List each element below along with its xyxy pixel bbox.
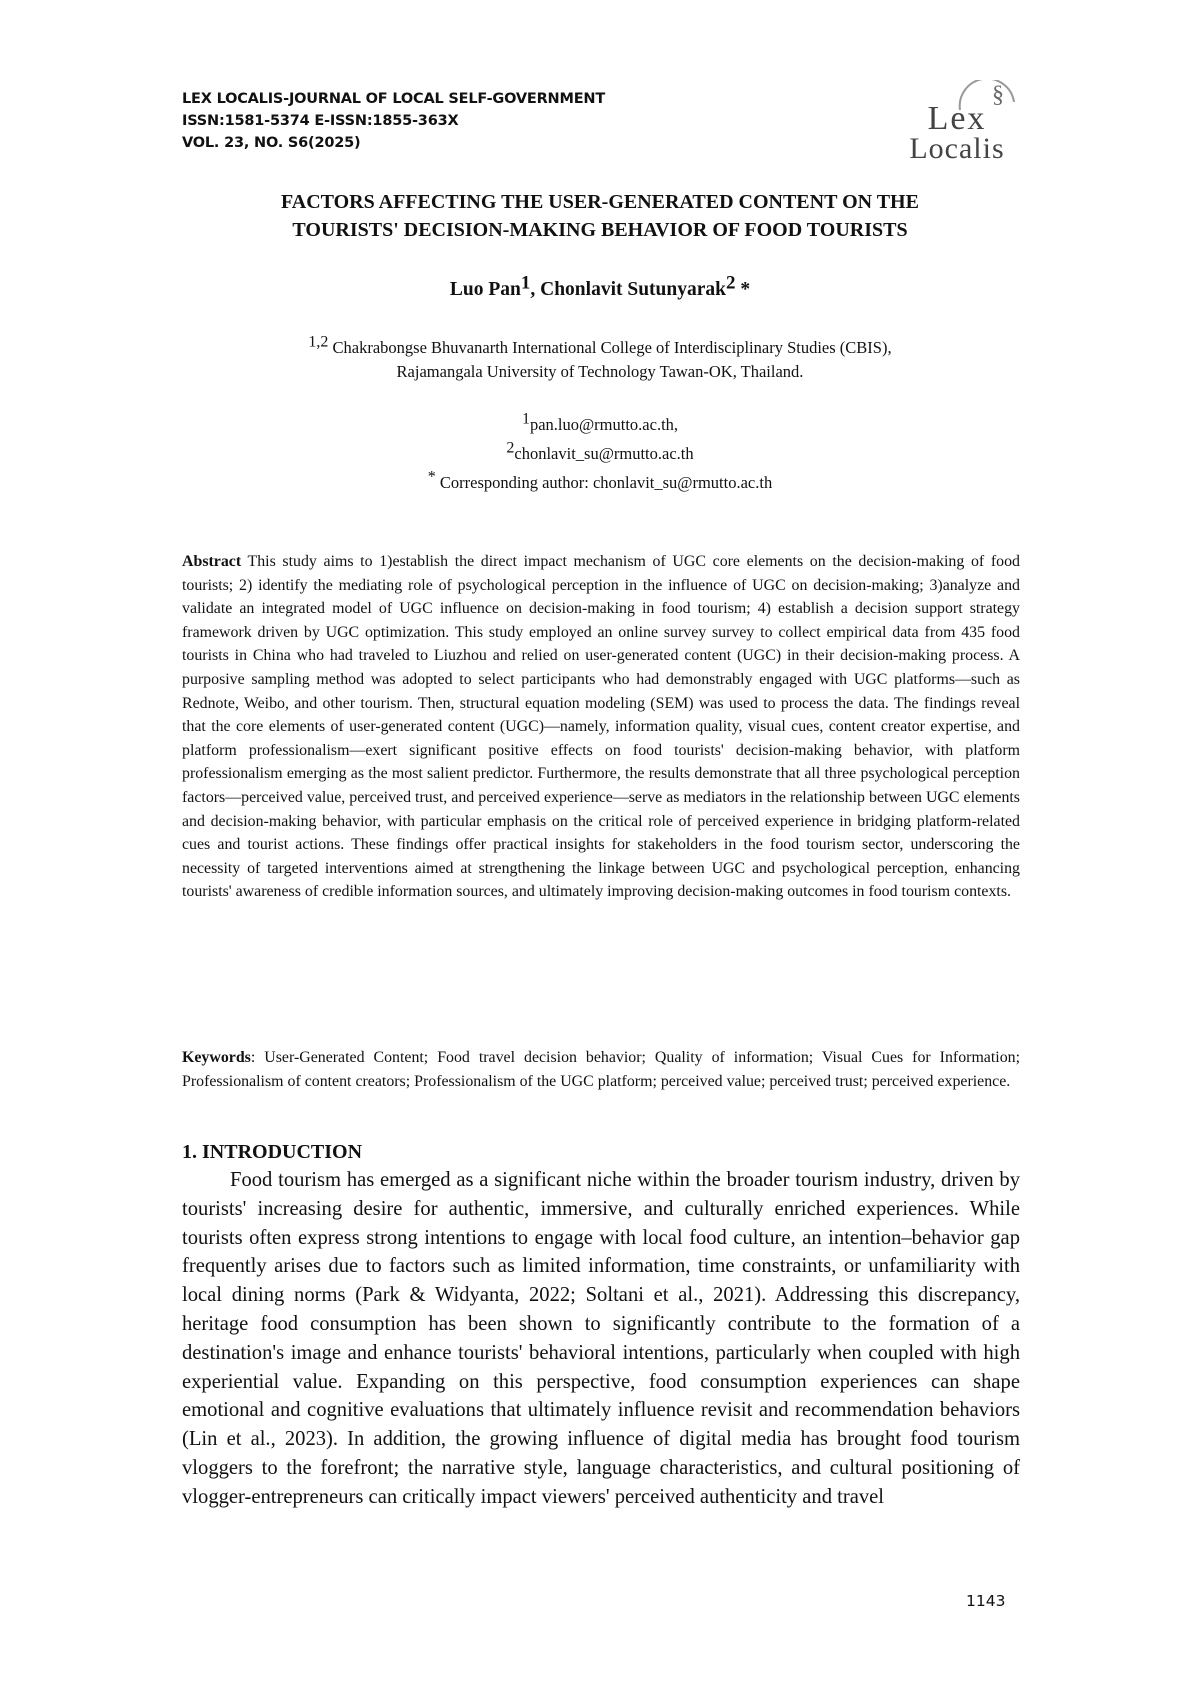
lex-localis-logo [892, 80, 1022, 172]
author-name: Chonlavit Sutunyarak [540, 279, 726, 300]
abstract [182, 550, 1020, 904]
abstract-label: Abstract [182, 553, 242, 570]
journal-volume: VOL. 23, NO. S6(2025) [182, 135, 361, 151]
corresponding-author-text: Corresponding author: chonlavit_su@rmutto.ac.th [435, 473, 773, 492]
affiliation [100, 333, 1100, 384]
keywords [182, 1046, 1020, 1093]
affiliation-superscript: 1,2 [308, 333, 329, 351]
author-superscript: 2 [725, 272, 736, 294]
email-line [100, 439, 1100, 468]
corresponding-author-line [100, 468, 1100, 497]
journal-name: LEX LOCALIS-JOURNAL OF LOCAL SELF-GOVERNMENT [182, 91, 606, 107]
email-address: pan.luo@rmutto.ac.th, [529, 415, 679, 434]
introduction-paragraph: Food tourism has emerged as a significant niche within the broader tourism industry, driven by tourists' increasing desire for authentic, immersive, and culturally enriched experiences. While tourists often express strong intentions to engage with local food culture, an intention–behavior gap frequently arises due to factors such as limited information, time constraints, or unfamiliarity with local dining norms (Park & Widyanta, 2022; Soltani et al., 2021). Addressing this discrepancy, heritage food consumption has been shown to significantly contribute to the formation of a destination's image and enhance tourists' behavioral intentions, particularly when coupled with high experiential value. Expanding on this perspective, food consumption experiences can shape emotional and cognitive evaluations that ultimately influence revisit and recommendation behaviors (Lin et al., 2023). In addition, the growing influence of digital media has brought food tourism vloggers to the forefront; the narrative style, language characteristics, and cultural positioning of vlogger-entrepreneurs can critically impact viewers' perceived authenticity and travel [182, 1169, 1020, 1508]
affiliation-text: Chakrabongse Bhuvanarth International College of Interdisciplinary Studies (CBIS), [328, 338, 892, 357]
paper-title-line-1: FACTORS AFFECTING THE USER-GENERATED CONTENT ON THE [281, 191, 919, 213]
section-sign-icon: § [992, 82, 1004, 108]
paper-title-line-2: TOURISTS' DECISION-MAKING BEHAVIOR OF FOOD TOURISTS [292, 219, 908, 241]
email-superscript: 1 [521, 410, 530, 428]
author-separator: , [530, 279, 541, 300]
author-name: Luo Pan [449, 279, 521, 300]
author-superscript: 1 [520, 272, 531, 294]
logo-text-lex: Lex [927, 100, 987, 137]
keywords-text: : User-Generated Content; Food travel decision behavior; Quality of information; Visual Cues for Information; Professionalism of content creators; Professionalism of the UGC platform; perceived value; perceived trust; perceived experience. [182, 1049, 1020, 1090]
journal-header [182, 88, 605, 154]
author-emails [100, 410, 1100, 497]
email-line [100, 410, 1100, 439]
email-address: chonlavit_su@rmutto.ac.th [514, 444, 694, 463]
email-superscript: 2 [506, 439, 515, 457]
paper-title [100, 188, 1100, 244]
corresponding-mark: * [735, 279, 751, 300]
page-number: 1143 [966, 1592, 1006, 1610]
logo-text-localis: Localis [909, 132, 1005, 165]
keywords-label: Keywords [182, 1049, 251, 1066]
author-list [100, 272, 1100, 304]
corresponding-superscript: * [427, 468, 436, 486]
section-heading-introduction: 1. INTRODUCTION [182, 1141, 363, 1163]
affiliation-line-1 [100, 333, 1100, 360]
journal-issn: ISSN:1581-5374 E-ISSN:1855-363X [182, 113, 459, 129]
abstract-text: This study aims to 1)establish the direct impact mechanism of UGC core elements on the decision-making of food tourists; 2) identify the mediating role of psychological perception in the influence of UGC on decision-making; 3)analyze and validate an integrated model of UGC influence on decision-making in food tourism; 4) establish a decision support strategy framework driven by UGC optimization. This study employed an online survey survey to collect empirical data from 435 food tourists in China who had traveled to Liuzhou and relied on user-generated content (UGC) in their decision-making process. A purposive sampling method was adopted to select participants who had demonstrably engaged with UGC platforms—such as Rednote, Weibo, and other tourism. Then, structural equation modeling (SEM) was used to process the data. The findings reveal that the core elements of user-generated content (UGC)—namely, information quality, visual cues, content creator expertise, and platform professionalism—exert significant positive effects on food tourists' decision-making behavior, with platform professionalism emerging as the most salient predictor. Furthermore, the results demonstrate that all three psychological perception factors—perceived value, perceived trust, and perceived experience—serve as mediators in the relationship between UGC elements and decision-making behavior, with particular emphasis on the critical role of perceived experience in bridging platform-related cues and tourist actions. These findings offer practical insights for stakeholders in the food tourism sector, underscoring the necessity of targeted interventions aimed at strengthening the linkage between UGC and psychological perception, enhancing tourists' awareness of credible information sources, and ultimately improving decision-making outcomes in food tourism contexts. [182, 553, 1020, 901]
affiliation-line-2: Rajamangala University of Technology Tawan-OK, Thailand. [396, 362, 804, 381]
